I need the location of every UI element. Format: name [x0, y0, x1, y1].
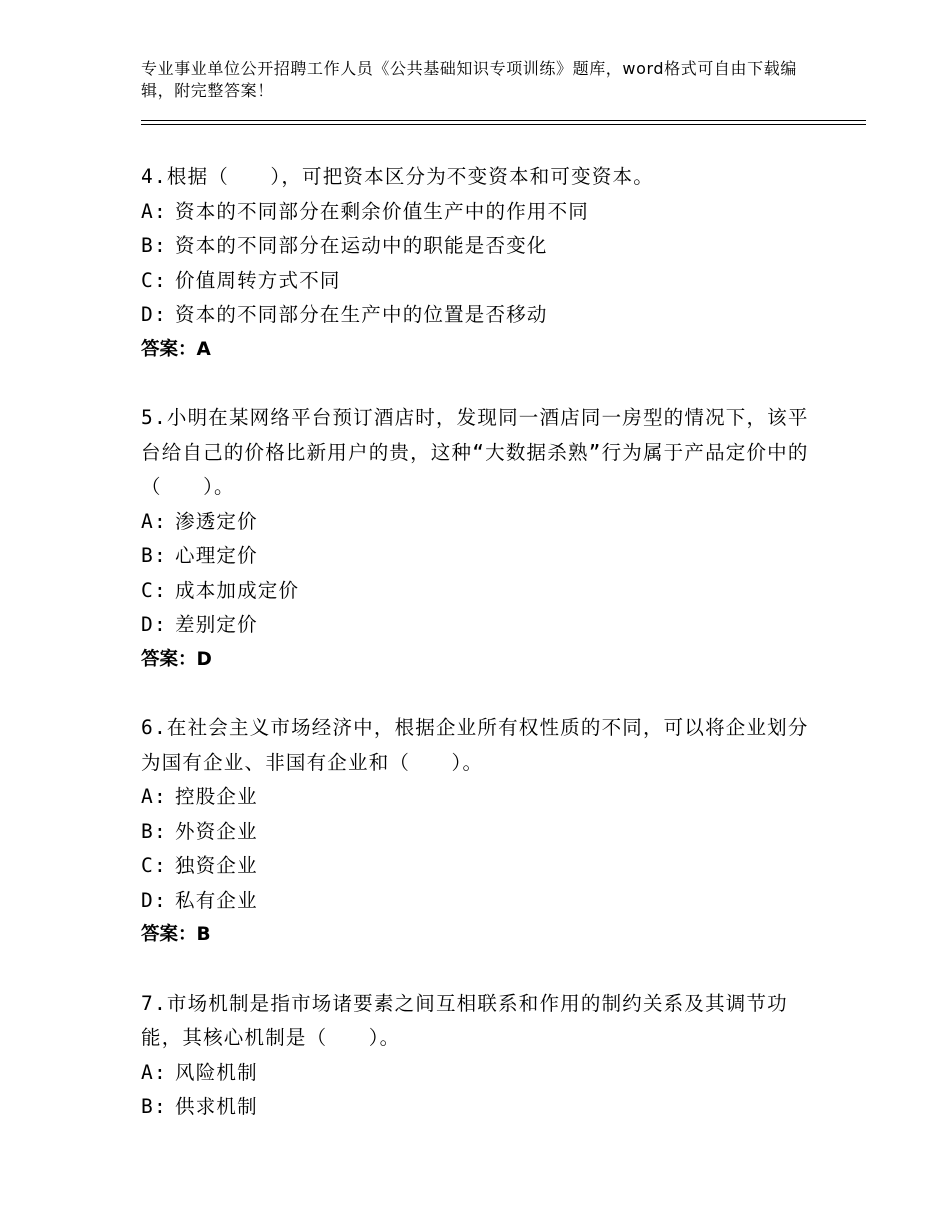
option-text: 独资企业: [175, 854, 258, 877]
option-d: [141, 608, 811, 643]
option-text: 渗透定价: [175, 509, 258, 533]
option-letter: A:: [141, 1060, 167, 1084]
option-text: 资本的不同部分在运动中的职能是否变化: [175, 234, 548, 257]
option-text: 资本的不同部分在剩余价值生产中的作用不同: [175, 199, 590, 223]
header-divider: [141, 120, 866, 125]
answer-line: 答案：A: [141, 338, 211, 360]
question-6: [141, 711, 811, 953]
option-b: [141, 815, 811, 850]
option-text: 风险机制: [175, 1060, 258, 1084]
option-letter: D:: [141, 888, 167, 912]
option-c: [141, 849, 811, 884]
option-text: 成本加成定价: [175, 578, 300, 602]
question-stem: 5.小明在某网络平台预订酒店时，发现同一酒店同一房型的情况下，该平台给自己的价格比新用户的贵，这种“大数据杀熟”行为属于产品定价中的（ ）。: [141, 406, 809, 498]
question-stem: 6.在社会主义市场经济中，根据企业所有权性质的不同，可以将企业划分为国有企业、非国有企业和（ ）。: [141, 716, 809, 774]
option-b: [141, 1090, 811, 1125]
option-letter: D:: [141, 613, 167, 636]
option-letter: C:: [141, 578, 167, 602]
option-letter: C:: [141, 268, 167, 292]
option-text: 资本的不同部分在生产中的位置是否移动: [175, 303, 548, 326]
option-letter: B:: [141, 234, 167, 257]
option-letter: A:: [141, 199, 167, 223]
option-d: [141, 298, 811, 333]
option-letter: C:: [141, 854, 167, 877]
option-text: 心理定价: [175, 544, 258, 567]
question-stem: 7.市场机制是指市场诸要素之间互相联系和作用的制约关系及其调节功能，其核心机制是（ ）。: [141, 991, 788, 1049]
option-text: 控股企业: [175, 785, 258, 808]
option-c: [141, 574, 811, 609]
option-letter: A:: [141, 785, 167, 808]
answer-line: 答案：D: [141, 648, 212, 670]
option-text: 差别定价: [175, 613, 258, 636]
question-7: [141, 987, 811, 1125]
option-letter: B:: [141, 819, 167, 843]
option-letter: B:: [141, 1095, 167, 1118]
option-text: 私有企业: [175, 888, 258, 912]
option-a: [141, 505, 811, 540]
option-letter: A:: [141, 509, 167, 533]
question-5: [141, 401, 811, 677]
question-list: [141, 160, 811, 1159]
answer-line: 答案：B: [141, 924, 211, 945]
option-text: 外资企业: [175, 819, 258, 843]
option-letter: D:: [141, 303, 167, 326]
question-4: [141, 160, 811, 367]
option-a: [141, 780, 811, 815]
document-header: 专业事业单位公开招聘工作人员《公共基础知识专项训练》题库，word格式可自由下载编辑，附完整答案！: [141, 59, 797, 100]
option-letter: B:: [141, 544, 167, 567]
option-b: [141, 539, 811, 574]
option-text: 供求机制: [175, 1095, 258, 1118]
option-a: [141, 1056, 811, 1091]
option-a: [141, 195, 811, 230]
question-stem: 4.根据（ ），可把资本区分为不变资本和可变资本。: [141, 165, 654, 188]
option-d: [141, 884, 811, 919]
option-b: [141, 229, 811, 264]
option-text: 价值周转方式不同: [175, 268, 341, 292]
option-c: [141, 264, 811, 299]
